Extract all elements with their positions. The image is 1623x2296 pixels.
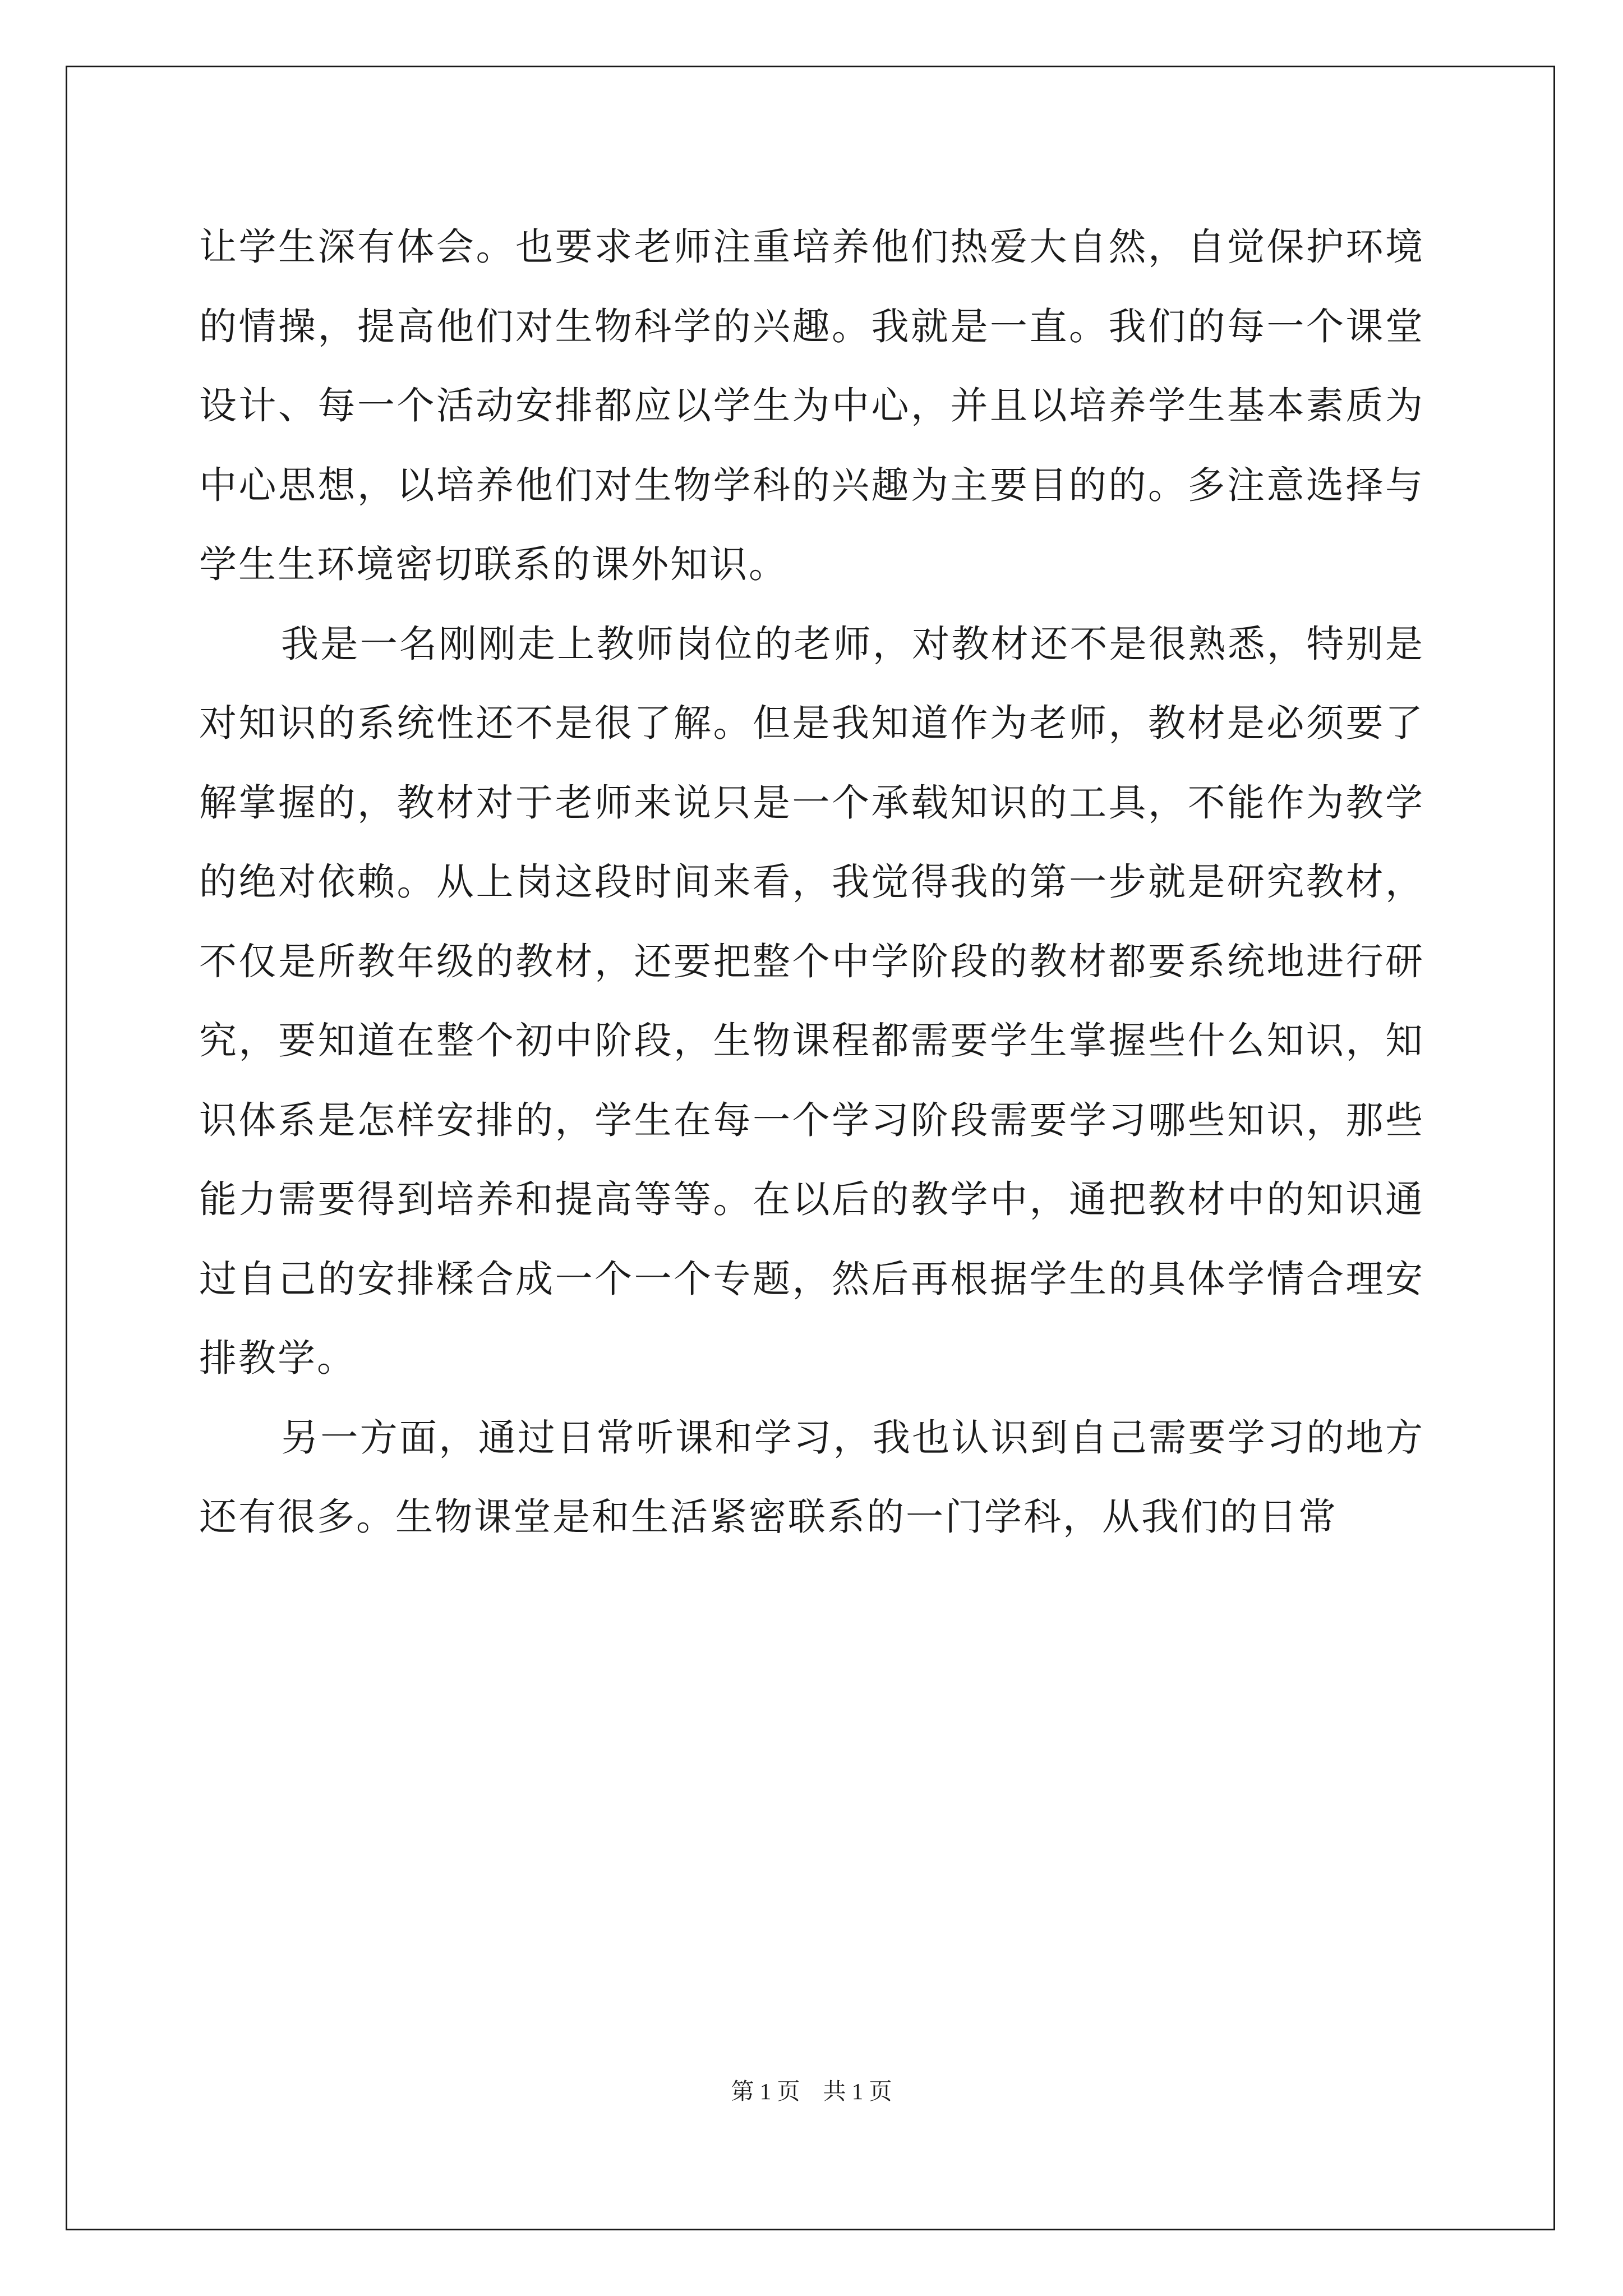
paragraph-2: 我是一名刚刚走上教师岗位的老师，对教材还不是很熟悉，特别是对知识的系统性还不是很了解。但是我知道作为老师，教材是必须要了解掌握的，教材对于老师来说只是一个承载知识的工具，不能作为教学的绝对依赖。从上岗这段时间来看，我觉得我的第一步就是研究教材，不仅是所教年级的教材，还要把整个中学阶段的教材都要系统地进行研究，要知道在整个初中阶段，生物课程都需要学生掌握些什么知识，知识体系是怎样安排的，学生在每一个学习阶段需要学习哪些知识，那些能力需要得到培养和提高等等。在以后的教学中，通把教材中的知识通过自己的安排糅合成一个一个专题，然后再根据学生的具体学情合理安排教学。 [199,622,1424,1380]
document-body [199,208,1424,1557]
paragraph-3: 另一方面，通过日常听课和学习，我也认识到自己需要学习的地方还有很多。生物课堂是和生活紧密联系的一门学科，从我们的日常 [199,1415,1424,1539]
page-footer: 第 1 页 共 1 页 [731,2078,892,2104]
paragraph-1: 让学生深有体会。也要求老师注重培养他们热爱大自然，自觉保护环境的情操，提高他们对生物科学的兴趣。我就是一直。我们的每一个课堂设计、每一个活动安排都应以学生为中心，并且以培养学生基本素质为中心思想，以培养他们对生物学科的兴趣为主要目的的。多注意选择与学生生环境密切联系的课外知识。 [199,225,1424,586]
